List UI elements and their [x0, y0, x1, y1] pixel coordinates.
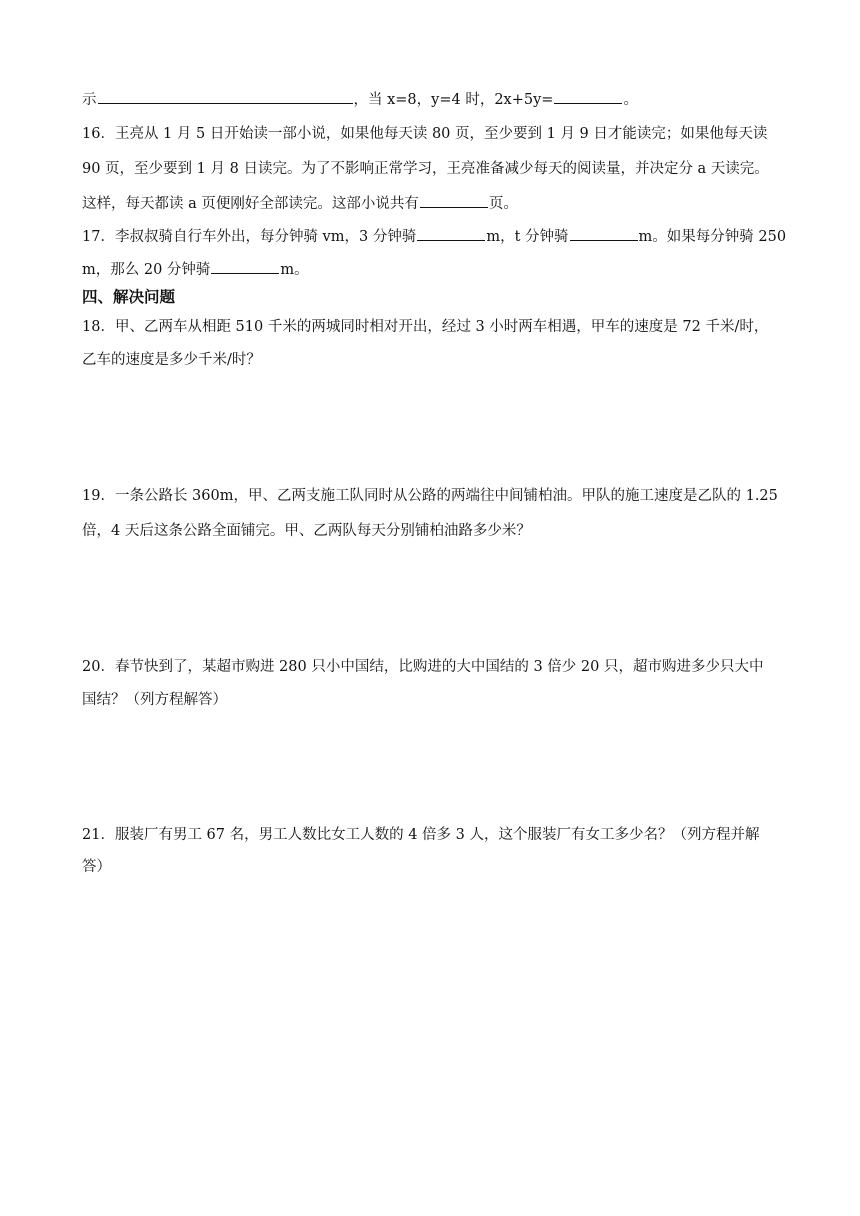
q18-line-2: 乙车的速度是多少千米/时？	[82, 352, 261, 368]
q20-line-1: 20．春节快到了，某超市购进 280 只小中国结，比购进的大中国结的 3 倍少 20 只，超市购进多少只大中	[82, 659, 764, 675]
answer-blank[interactable]	[420, 193, 488, 208]
q15-suffix: 。	[623, 92, 638, 108]
q16-line-3-end: 页。	[488, 196, 518, 212]
q17-text-c: m。如果每分钟骑 250	[638, 229, 787, 245]
answer-blank[interactable]	[417, 226, 485, 241]
q15-prefix: 示	[82, 92, 97, 108]
q16-line-1: 16．王亮从 1 月 5 日开始读一部小说，如果他每天读 80 页，至少要到 1 月 9 日才能读完；如果他每天读	[82, 126, 768, 142]
answer-blank[interactable]	[211, 259, 279, 274]
answer-blank[interactable]	[570, 226, 638, 241]
q17-text-d: m，那么 20 分钟骑	[82, 262, 211, 278]
q17-line-2	[82, 259, 309, 280]
q17-line-1	[82, 226, 786, 247]
answer-blank[interactable]	[554, 89, 622, 104]
q15-tail-line	[82, 89, 638, 110]
q21-line-1: 21．服装厂有男工 67 名，男工人数比女工人数的 4 倍多 3 人，这个服装厂有女工多少名？（列方程并解	[82, 827, 760, 843]
answer-blank[interactable]	[98, 89, 353, 104]
q15-middle: ，当 x=8，y=4 时，2x+5y=	[353, 92, 554, 108]
q17-text-e: m。	[280, 262, 309, 278]
q16-line-2: 90 页，至少要到 1 月 8 日读完。为了不影响正常学习，王亮准备减少每天的阅读量，并决定分 a 天读完。	[82, 161, 769, 177]
q19-line-2: 倍，4 天后这条公路全面铺完。甲、乙两队每天分别铺柏油路多少米？	[82, 523, 531, 539]
q17-text-a: 17．李叔叔骑自行车外出，每分钟骑 vm，3 分钟骑	[82, 229, 417, 245]
q21-line-2: 答）	[82, 859, 111, 875]
q18-line-1: 18．甲、乙两车从相距 510 千米的两城同时相对开出，经过 3 小时两车相遇，甲车的速度是 72 千米/时，	[82, 319, 769, 335]
q16-line-3-text: 这样，每天都读 a 页便刚好全部读完。这部小说共有	[82, 196, 419, 212]
q17-text-b: m，t 分钟骑	[486, 229, 569, 245]
section-heading: 四、解决问题	[82, 288, 176, 306]
q16-line-3	[82, 193, 518, 214]
q19-line-1: 19．一条公路长 360m，甲、乙两支施工队同时从公路的两端往中间铺柏油。甲队的施工速度是乙队的 1.25	[82, 488, 778, 504]
q20-line-2: 国结？（列方程解答）	[82, 692, 227, 708]
